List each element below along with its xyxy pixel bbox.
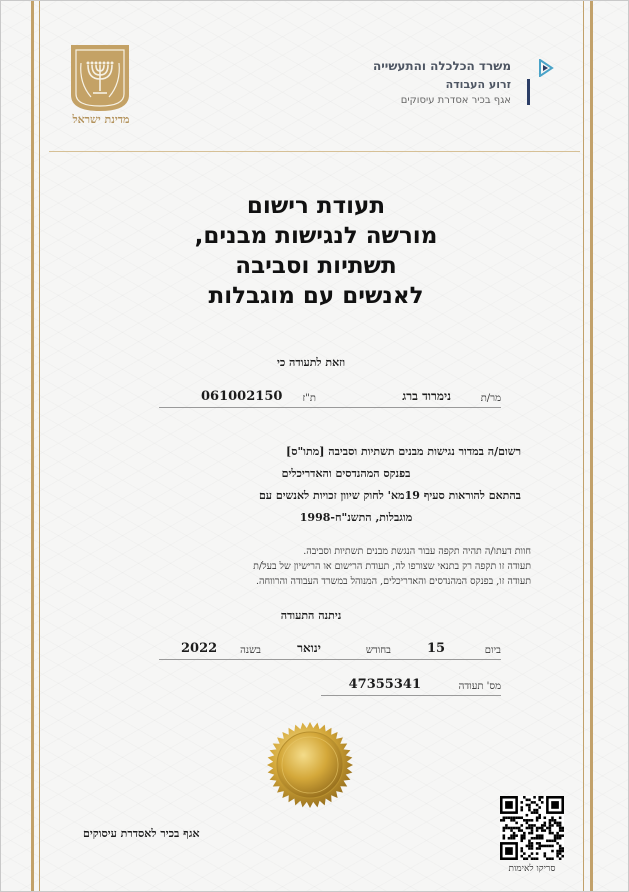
registration-line: רשום/ה במדור נגישות מבנים תשתיות וסביבה [מתו"ס] [285,445,521,458]
left-gold-border-thin [39,1,40,891]
title-line: לאנשים עם מוגבלות [208,283,424,309]
person-underline [159,407,501,408]
registration-line: מוגבלות, התשנ"ח-1998 [299,511,413,524]
registration-line: בהתאם להוראות סעיף 19מא' לחוק שיוון זכויות לאנשים עם [258,489,521,502]
qr-caption: סריקו לאימות [508,864,556,874]
ministry-division: זרוע העבודה [445,78,511,91]
date-underline [159,659,501,660]
note-line: תעודה זו תקפה רק בתנאי שצורפו לה, תעודת הרישום או הרישיון של בעל/ת [253,561,531,572]
id-number: 061002150 [201,389,283,404]
gold-seal-icon [266,721,354,809]
certifies-text: וזאת לתעודה כי [276,356,346,369]
header-divider [49,151,580,152]
cert-no-underline [321,695,501,696]
title-line: מורשה לנגישות מבנים, [194,223,438,249]
ministry-name: משרד הכלכלה והתעשייה [373,59,511,73]
state-emblem-icon [69,43,131,113]
registration-line: בפנקס המהנדסים והאדריכלים [281,467,411,480]
footer-org-name: אגף בכיר לאסדרת עיסוקים [83,827,200,840]
title-line: תעודת רישום [246,193,386,219]
left-gold-border [31,1,34,891]
ministry-logo-icon [538,59,554,77]
qr-code[interactable] [500,796,564,860]
ministry-department: אגף בכיר אסדרת עיסוקים [400,95,511,106]
person-name: נימרוד ברג [402,389,451,403]
note-line: תעודה זו, בפנקס המהנדסים והאדריכלים, המנוהל במשרד העבודה והרווחה. [255,576,531,587]
person-title-label: מר/ת [480,393,501,404]
certificate-title [121,191,511,311]
ministry-logo-bar [527,79,530,105]
right-gold-border-thin [583,1,584,891]
state-name: מדינת ישראל [72,113,130,126]
issued-heading: ניתנה התעודה [280,609,342,622]
title-line: תשתיות וסביבה [235,253,397,279]
note-line: חוות דעתו/ה תהיה תקפה עבור הנגשת מבנים תשתיות וסביבה. [303,546,531,557]
month-value: ינואר [297,641,321,655]
registration-text [111,441,521,529]
cert-no-label: מס' תעודה [458,681,501,692]
id-label: ת"ז [302,393,316,404]
year-value: 2022 [181,641,218,656]
day-label: ביום [484,645,501,656]
right-gold-border [590,1,593,891]
month-label: בחודש [365,645,391,656]
validity-note [121,544,531,589]
day-value: 15 [426,641,446,656]
ministry-block [301,59,511,106]
year-label: בשנה [240,645,261,656]
cert-no-value: 47355341 [348,677,421,692]
